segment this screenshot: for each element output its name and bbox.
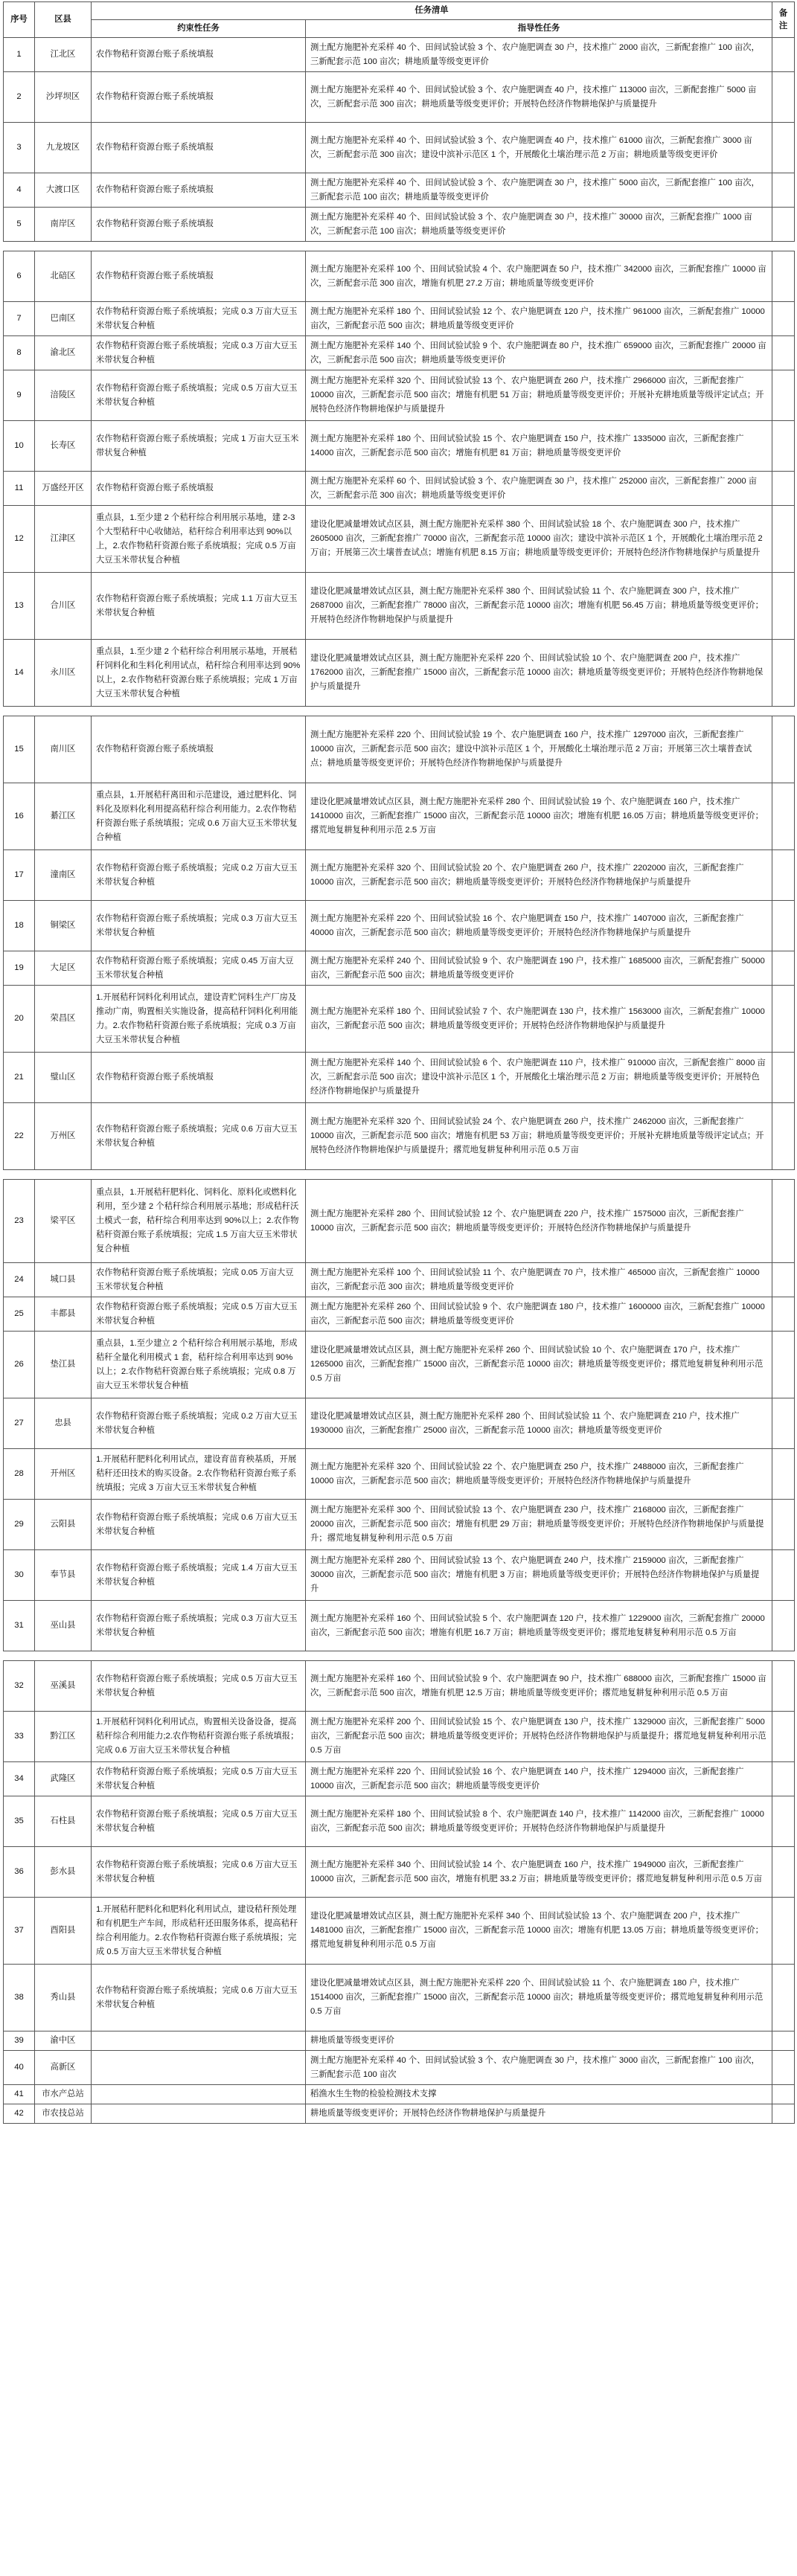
row-district: 云阳县 xyxy=(35,1500,92,1550)
row-seq: 40 xyxy=(4,2051,35,2085)
row-district: 武隆区 xyxy=(35,1762,92,1796)
row-district: 渝中区 xyxy=(35,2031,92,2051)
row-seq: 3 xyxy=(4,123,35,173)
row-seq: 37 xyxy=(4,1898,35,1965)
row-seq: 22 xyxy=(4,1103,35,1170)
row-district: 大渡口区 xyxy=(35,173,92,208)
row-binding-task: 农作物秸秆资源台账子系统填报 xyxy=(92,716,306,783)
row-binding-task: 农作物秸秆资源台账子系统填报；完成 0.3 万亩大豆玉米带状复合种植 xyxy=(92,336,306,370)
row-district: 北碚区 xyxy=(35,251,92,302)
row-note xyxy=(772,2104,795,2124)
row-guiding-task: 测土配方施肥补充采样 140 个、田间试验试验 9 个、农户施肥调查 80 户，技术推广 659000 亩次，三新配套推广 20000 亩次，三新配套示范 500 亩次；耕地质量等级变更评价 xyxy=(306,336,772,370)
row-note xyxy=(772,173,795,208)
row-note xyxy=(772,640,795,707)
table-row xyxy=(4,208,795,242)
row-district: 垫江县 xyxy=(35,1332,92,1398)
row-seq: 36 xyxy=(4,1847,35,1898)
district-header: 区县 xyxy=(35,2,92,38)
row-binding-task: 农作物秸秆资源台账子系统填报；完成 0.6 万亩大豆玉米带状复合种植 xyxy=(92,1500,306,1550)
table-row xyxy=(4,421,795,472)
row-seq: 7 xyxy=(4,302,35,336)
row-district: 万州区 xyxy=(35,1103,92,1170)
row-district: 万盛经开区 xyxy=(35,472,92,506)
row-seq: 16 xyxy=(4,783,35,850)
row-note xyxy=(772,302,795,336)
row-guiding-task: 测土配方施肥补充采样 180 个、田间试验试验 7 个、农户施肥调查 130 户，技术推广 1563000 亩次，三新配套推广 10000 亩次，三新配套示范 500 亩次；耕地质量等级变更评价；开展特色经济作物耕地保护与质量提升 xyxy=(306,986,772,1053)
row-note xyxy=(772,72,795,123)
row-binding-task: 重点县，1.开展秸秆肥料化、饲料化、原料化或燃料化利用，至少建 2 个秸秆综合利用展示基地；形成秸秆沃土模式一套，秸秆综合利用率达到 90%以上；2.农作物秸秆资源台账子系统填报；完成 1.5 万亩大豆玉米带状复合种植 xyxy=(92,1180,306,1263)
row-seq: 20 xyxy=(4,986,35,1053)
row-seq: 8 xyxy=(4,336,35,370)
row-district: 市农技总站 xyxy=(35,2104,92,2124)
row-seq: 19 xyxy=(4,951,35,986)
table-row xyxy=(4,716,795,783)
row-guiding-task: 测土配方施肥补充采样 40 个、田间试验试验 3 个、农户施肥调查 40 户，技术推广 61000 亩次，三新配套推广 3000 亩次，三新配套示范 300 亩次；建设中滨补示范区 1 个，开展酸化土壤治理示范 2 万亩；耕地质量等级变更评价 xyxy=(306,123,772,173)
table-row xyxy=(4,72,795,123)
row-note xyxy=(772,573,795,640)
row-district: 梁平区 xyxy=(35,1180,92,1263)
row-guiding-task: 测土配方施肥补充采样 160 个、田间试验试验 5 个、农户施肥调查 120 户，技术推广 1229000 亩次，三新配套推广 20000 亩次，三新配套示范 500 亩次；增施有机肥 16.7 万亩；耕地质量等级变更评价；撂荒地复耕复种利用示范 0.5 万亩 xyxy=(306,1601,772,1651)
row-note xyxy=(772,901,795,951)
row-binding-task: 农作物秸秆资源台账子系统填报；完成 0.5 万亩大豆玉米带状复合种植 xyxy=(92,1762,306,1796)
gap-cell xyxy=(4,242,795,251)
row-note xyxy=(772,850,795,901)
row-district: 永川区 xyxy=(35,640,92,707)
table-row xyxy=(4,1847,795,1898)
row-guiding-task: 测土配方施肥补充采样 140 个、田间试验试验 6 个、农户施肥调查 110 户，技术推广 910000 亩次，三新配套推广 8000 亩次，三新配套示范 500 亩次；建设中滨补示范区 1 个，开展酸化土壤治理示范 2 万亩；耕地质量等级变更评价；开展特色经济作物耕地保护与质量提升 xyxy=(306,1053,772,1103)
row-seq: 27 xyxy=(4,1398,35,1449)
row-note xyxy=(772,370,795,421)
row-binding-task: 农作物秸秆资源台账子系统填报；完成 0.05 万亩大豆玉米带状复合种植 xyxy=(92,1263,306,1297)
row-note xyxy=(772,1898,795,1965)
row-binding-task: 农作物秸秆资源台账子系统填报；完成 0.6 万亩大豆玉米带状复合种植 xyxy=(92,1965,306,2031)
row-note xyxy=(772,1500,795,1550)
row-note xyxy=(772,951,795,986)
row-guiding-task: 建设化肥减量增效试点区县，测土配方施肥补充采样 340 个、田间试验试验 13 个、农户施肥调查 200 户，技术推广 1481000 亩次，三新配套推广 15000 亩次，三新配套示范 10000 亩次；增施有机肥 13.05 万亩；耕地质量等级变更评价；撂荒地复耕复种利用示范 0.5 万亩 xyxy=(306,1898,772,1965)
row-seq: 4 xyxy=(4,173,35,208)
row-district: 江津区 xyxy=(35,506,92,573)
row-guiding-task: 耕地质量等级变更评价 xyxy=(306,2031,772,2051)
page-break-gap xyxy=(4,1651,795,1661)
subheader-row xyxy=(4,20,795,38)
table-row xyxy=(4,1500,795,1550)
row-binding-task: 农作物秸秆资源台账子系统填报 xyxy=(92,208,306,242)
row-guiding-task: 测土配方施肥补充采样 280 个、田间试验试验 12 个、农户施肥调查 220 户，技术推广 1575000 亩次，三新配套推广 10000 亩次，三新配套示范 500 亩次；耕地质量等级变更评价；开展特色经济作物耕地保护与质量提升 xyxy=(306,1180,772,1263)
table-row xyxy=(4,1180,795,1263)
row-binding-task: 农作物秸秆资源台账子系统填报；完成 0.5 万亩大豆玉米带状复合种植 xyxy=(92,1796,306,1847)
row-note xyxy=(772,1449,795,1500)
row-district: 石柱县 xyxy=(35,1796,92,1847)
table-row xyxy=(4,1712,795,1762)
row-binding-task: 农作物秸秆资源台账子系统填报；完成 0.3 万亩大豆玉米带状复合种植 xyxy=(92,901,306,951)
row-binding-task: 1.开展秸秆饲料化利用试点，购置相关设备设备，提高秸秆综合利用能力;2.农作物秸秆资源台账子系统填报；完成 0.6 万亩大豆玉米带状复合种植 xyxy=(92,1712,306,1762)
row-note xyxy=(772,123,795,173)
row-note xyxy=(772,336,795,370)
row-binding-task: 农作物秸秆资源台账子系统填报；完成 0.2 万亩大豆玉米带状复合种植 xyxy=(92,850,306,901)
row-seq: 30 xyxy=(4,1550,35,1601)
row-binding-task: 农作物秸秆资源台账子系统填报；完成 0.6 万亩大豆玉米带状复合种植 xyxy=(92,1103,306,1170)
row-binding-task: 农作物秸秆资源台账子系统填报 xyxy=(92,1053,306,1103)
row-note xyxy=(772,2085,795,2104)
row-note xyxy=(772,1550,795,1601)
row-guiding-task: 建设化肥减量增效试点区县，测土配方施肥补充采样 260 个、田间试验试验 10 个、农户施肥调查 170 户，技术推广 1265000 亩次，三新配套推广 15000 亩次，三新配套示范 10000 亩次；耕地质量等级变更评价；撂荒地复耕复种利用示范 0.5 万亩 xyxy=(306,1332,772,1398)
row-guiding-task: 建设化肥减量增效试点区县，测土配方施肥补充采样 280 个、田间试验试验 19 个、农户施肥调查 160 户，技术推广 1410000 亩次，三新配套推广 15000 亩次，三新配套示范 10000 亩次；增施有机肥 16.05 万亩；耕地质量等级变更评价；撂荒地复耕复种利用示范 2.5 万亩 xyxy=(306,783,772,850)
row-seq: 38 xyxy=(4,1965,35,2031)
row-seq: 11 xyxy=(4,472,35,506)
row-note xyxy=(772,1796,795,1847)
row-guiding-task: 测土配方施肥补充采样 40 个、田间试验试验 3 个、农户施肥调查 40 户，技术推广 113000 亩次，三新配套推广 5000 亩次，三新配套示范 300 亩次；耕地质量等级变更评价；开展特色经济作物耕地保护与质量提升 xyxy=(306,72,772,123)
row-guiding-task: 测土配方施肥补充采样 320 个、田间试验试验 13 个、农户施肥调查 260 户，技术推广 2966000 亩次，三新配套推广 10000 亩次，三新配套示范 500 亩次；增施有机肥 51 万亩；耕地质量等级变更评价；开展补充耕地质量等级评定试点；开展特色经济作物耕地保护与质量提升 xyxy=(306,370,772,421)
row-district: 巫山县 xyxy=(35,1601,92,1651)
table-row xyxy=(4,1103,795,1170)
page-break-gap xyxy=(4,707,795,716)
row-binding-task: 重点县，1.至少建立 2 个秸秆综合利用展示基地，形成秸秆全量化利用模式 1 套，秸秆综合利用率达到 90%以上；2.农作物秸秆资源台账子系统填报；完成 0.8 万亩大豆玉米带状复合种植 xyxy=(92,1332,306,1398)
row-guiding-task: 测土配方施肥补充采样 40 个、田间试验试验 3 个、农户施肥调查 30 户，技术推广 2000 亩次，三新配套推广 100 亩次，三新配套示范 100 亩次；耕地质量等级变更评价 xyxy=(306,38,772,72)
table-row xyxy=(4,1796,795,1847)
table-row xyxy=(4,1332,795,1398)
row-seq: 28 xyxy=(4,1449,35,1500)
binding-task-header: 约束性任务 xyxy=(92,20,306,38)
row-guiding-task: 测土配方施肥补充采样 220 个、田间试验试验 19 个、农户施肥调查 160 户，技术推广 1297000 亩次，三新配套推广 10000 亩次，三新配套示范 500 亩次；建设中滨补示范区 1 个，开展酸化土壤治理示范 2 万亩；开展第三次土壤普查试点；耕地质量等级变更评价；开展特色经济作物耕地保护与质量提升 xyxy=(306,716,772,783)
row-seq: 9 xyxy=(4,370,35,421)
row-district: 九龙坡区 xyxy=(35,123,92,173)
row-seq: 18 xyxy=(4,901,35,951)
note-header: 备注 xyxy=(772,2,795,38)
row-seq: 26 xyxy=(4,1332,35,1398)
row-note xyxy=(772,1263,795,1297)
row-guiding-task: 测土配方施肥补充采样 180 个、田间试验试验 15 个、农户施肥调查 150 户，技术推广 1335000 亩次，三新配套推广 14000 亩次，三新配套示范 500 亩次；增施有机肥 81 万亩；耕地质量等级变更评价 xyxy=(306,421,772,472)
row-guiding-task: 建设化肥减量增效试点区县，测土配方施肥补充采样 220 个、田间试验试验 11 个、农户施肥调查 180 户，技术推广 1514000 亩次，三新配套推广 15000 亩次，三新配套示范 10000 亩次；耕地质量等级变更评价；撂荒地复耕复种利用示范 0.5 万亩 xyxy=(306,1965,772,2031)
row-binding-task: 农作物秸秆资源台账子系统填报；完成 0.3 万亩大豆玉米带状复合种植 xyxy=(92,1601,306,1651)
row-note xyxy=(772,1053,795,1103)
row-district: 忠县 xyxy=(35,1398,92,1449)
row-guiding-task: 测土配方施肥补充采样 40 个、田间试验试验 3 个、农户施肥调查 30 户，技术推广 3000 亩次，三新配套推广 100 亩次，三新配套示范 100 亩次 xyxy=(306,2051,772,2085)
row-guiding-task: 测土配方施肥补充采样 60 个、田间试验试验 3 个、农户施肥调查 30 户，技术推广 252000 亩次，三新配套推广 2000 亩次，三新配套示范 300 亩次；耕地质量等级变更评价 xyxy=(306,472,772,506)
page-break-gap xyxy=(4,242,795,251)
row-seq: 41 xyxy=(4,2085,35,2104)
row-district: 酉阳县 xyxy=(35,1898,92,1965)
row-guiding-task: 测土配方施肥补充采样 260 个、田间试验试验 9 个、农户施肥调查 180 户，技术推广 1600000 亩次，三新配套推广 10000 亩次，三新配套示范 500 亩次；耕地质量等级变更评价 xyxy=(306,1297,772,1332)
row-guiding-task: 建设化肥减量增效试点区县，测土配方施肥补充采样 380 个、田间试验试验 11 个、农户施肥调查 300 户，技术推广 2687000 亩次，三新配套推广 78000 亩次，三新配套示范 10000 亩次；增施有机肥 56.45 万亩；耕地质量等级变更评价；开展特色经济作物耕地保护与质量提升 xyxy=(306,573,772,640)
row-guiding-task: 测土配方施肥补充采样 200 个、田间试验试验 15 个、农户施肥调查 130 户，技术推广 1329000 亩次，三新配套推广 5000 亩次，三新配套示范 500 亩次；耕地质量等级变更评价；开展特色经济作物耕地保护与质量提升；撂荒地复耕复种利用示范 0.5 万亩 xyxy=(306,1712,772,1762)
row-note xyxy=(772,1297,795,1332)
row-note xyxy=(772,716,795,783)
row-district: 南岸区 xyxy=(35,208,92,242)
gap-cell xyxy=(4,1170,795,1180)
row-note xyxy=(772,1601,795,1651)
row-seq: 14 xyxy=(4,640,35,707)
row-note xyxy=(772,1847,795,1898)
row-binding-task: 农作物秸秆资源台账子系统填报 xyxy=(92,251,306,302)
table-row xyxy=(4,2085,795,2104)
row-guiding-task: 建设化肥减量增效试点区县，测土配方施肥补充采样 220 个、田间试验试验 10 个、农户施肥调查 200 户，技术推广 1762000 亩次，三新配套推广 15000 亩次，三新配套示范 10000 亩次；耕地质量等级变更评价；开展特色经济作物耕地保护与质量提升 xyxy=(306,640,772,707)
task-list-table xyxy=(3,1,795,2124)
table-body xyxy=(4,38,795,2124)
row-district: 合川区 xyxy=(35,573,92,640)
row-seq: 39 xyxy=(4,2031,35,2051)
row-note xyxy=(772,1103,795,1170)
row-binding-task: 农作物秸秆资源台账子系统填报；完成 0.45 万亩大豆玉米带状复合种植 xyxy=(92,951,306,986)
row-district: 江北区 xyxy=(35,38,92,72)
row-note xyxy=(772,1398,795,1449)
row-district: 丰都县 xyxy=(35,1297,92,1332)
gap-cell xyxy=(4,707,795,716)
table-row xyxy=(4,1297,795,1332)
row-district: 潼南区 xyxy=(35,850,92,901)
table-row xyxy=(4,370,795,421)
row-note xyxy=(772,421,795,472)
row-district: 渝北区 xyxy=(35,336,92,370)
row-seq: 24 xyxy=(4,1263,35,1297)
row-binding-task: 农作物秸秆资源台账子系统填报；完成 0.3 万亩大豆玉米带状复合种植 xyxy=(92,302,306,336)
table-row xyxy=(4,783,795,850)
row-binding-task: 农作物秸秆资源台账子系统填报；完成 1.4 万亩大豆玉米带状复合种植 xyxy=(92,1550,306,1601)
row-guiding-task: 测土配方施肥补充采样 100 个、田间试验试验 11 个、农户施肥调查 70 户，技术推广 465000 亩次，三新配套推广 10000 亩次，三新配套示范 300 亩次；耕地质量等级变更评价 xyxy=(306,1263,772,1297)
table-row xyxy=(4,1449,795,1500)
row-district: 沙坪坝区 xyxy=(35,72,92,123)
table-row xyxy=(4,1965,795,2031)
row-binding-task xyxy=(92,2031,306,2051)
table-row xyxy=(4,1398,795,1449)
table-row xyxy=(4,1898,795,1965)
row-seq: 13 xyxy=(4,573,35,640)
row-binding-task: 1.开展秸秆肥料化利用试点，建设育苗育秧基质，开展秸秆还田技术的购买设备。2.农作物秸秆资源台账子系统填报；完成 3 万亩大豆玉米带状复合种植 xyxy=(92,1449,306,1500)
row-district: 巫溪县 xyxy=(35,1661,92,1712)
row-guiding-task: 测土配方施肥补充采样 240 个、田间试验试验 9 个、农户施肥调查 190 户，技术推广 1685000 亩次，三新配套推广 50000 亩次，三新配套示范 500 亩次；耕地质量等级变更评价 xyxy=(306,951,772,986)
row-binding-task xyxy=(92,2104,306,2124)
row-note xyxy=(772,208,795,242)
row-note xyxy=(772,783,795,850)
row-guiding-task: 测土配方施肥补充采样 340 个、田间试验试验 14 个、农户施肥调查 160 户，技术推广 1949000 亩次，三新配套推广 10000 亩次，三新配套示范 500 亩次，增施有机肥 33.2 万亩；耕地质量等级变更评价；撂荒地复耕复种利用示范 0.5 万亩 xyxy=(306,1847,772,1898)
row-binding-task: 农作物秸秆资源台账子系统填报；完成 1 万亩大豆玉米带状复合种植 xyxy=(92,421,306,472)
row-district: 彭水县 xyxy=(35,1847,92,1898)
row-binding-task: 重点县，1.至少建 2 个秸秆综合利用展示基地，建 2-3 个大型秸秆中心收储站，秸秆综合利用率达到 90%以上，2.农作物秸秆资源台账子系统填报；完成 0.5 万亩大豆玉米带状复合种植 xyxy=(92,506,306,573)
table-row xyxy=(4,1601,795,1651)
row-district: 璧山区 xyxy=(35,1053,92,1103)
table-row xyxy=(4,1263,795,1297)
row-district: 荣昌区 xyxy=(35,986,92,1053)
row-seq: 32 xyxy=(4,1661,35,1712)
row-guiding-task: 建设化肥减量增效试点区县，测土配方施肥补充采样 280 个、田间试验试验 11 个、农户施肥调查 210 户，技术推广 1930000 亩次，三新配套推广 25000 亩次，三新配套示范 10000 亩次；耕地质量等级变更评价 xyxy=(306,1398,772,1449)
row-seq: 2 xyxy=(4,72,35,123)
row-seq: 15 xyxy=(4,716,35,783)
page-break-gap xyxy=(4,1170,795,1180)
row-binding-task: 农作物秸秆资源台账子系统填报；完成 0.6 万亩大豆玉米带状复合种植 xyxy=(92,1847,306,1898)
row-guiding-task: 耕地质量等级变更评价；开展特色经济作物耕地保护与质量提升 xyxy=(306,2104,772,2124)
row-binding-task: 农作物秸秆资源台账子系统填报 xyxy=(92,123,306,173)
row-seq: 25 xyxy=(4,1297,35,1332)
row-guiding-task: 测土配方施肥补充采样 160 个、田间试验试验 9 个、农户施肥调查 90 户，技术推广 688000 亩次，三新配套推广 15000 亩次，三新配套示范 500 亩次，增施有机肥 12.5 万亩；耕地质量等级变更评价；撂荒地复耕复种利用示范 0.5 万亩 xyxy=(306,1661,772,1712)
row-seq: 1 xyxy=(4,38,35,72)
row-district: 大足区 xyxy=(35,951,92,986)
row-binding-task: 农作物秸秆资源台账子系统填报；完成 0.2 万亩大豆玉米带状复合种植 xyxy=(92,1398,306,1449)
row-binding-task: 农作物秸秆资源台账子系统填报 xyxy=(92,472,306,506)
row-binding-task: 农作物秸秆资源台账子系统填报 xyxy=(92,72,306,123)
row-district: 秀山县 xyxy=(35,1965,92,2031)
seq-header: 序号 xyxy=(4,2,35,38)
row-note xyxy=(772,472,795,506)
row-binding-task: 农作物秸秆资源台账子系统填报；完成 0.5 万亩大豆玉米带状复合种植 xyxy=(92,1297,306,1332)
row-guiding-task: 测土配方施肥补充采样 320 个、田间试验试验 24 个、农户施肥调查 260 户，技术推广 2462000 亩次，三新配套推广 10000 亩次，三新配套示范 500 亩次；增施有机肥 53 万亩；耕地质量等级变更评价；开展补充耕地质量等级评定试点；开展特色经济作物耕地保护与质量提升；撂荒地复耕复种利用示范 0.5 万亩 xyxy=(306,1103,772,1170)
row-district: 长寿区 xyxy=(35,421,92,472)
row-guiding-task: 建设化肥减量增效试点区县，测土配方施肥补充采样 380 个、田间试验试验 18 个、农户施肥调查 300 户，技术推广 2605000 亩次，三新配套推广 70000 亩次，三新配套示范 10000 亩次；建设中滨补示范区 1 个，开展酸化土壤治理示范 2 万亩；开展第三次土壤普查试点；增施有机肥 8.15 万亩；耕地质量等级变更评价；开展特色经济作物耕地保护与质量提升 xyxy=(306,506,772,573)
row-note xyxy=(772,1712,795,1762)
table-row xyxy=(4,1053,795,1103)
gap-cell xyxy=(4,1651,795,1661)
row-note xyxy=(772,1332,795,1398)
row-seq: 34 xyxy=(4,1762,35,1796)
row-guiding-task: 测土配方施肥补充采样 40 个、田间试验试验 3 个、农户施肥调查 30 户，技术推广 30000 亩次，三新配套推广 1000 亩次，三新配套示范 100 亩次；耕地质量等级变更评价 xyxy=(306,208,772,242)
row-guiding-task: 测土配方施肥补充采样 220 个、田间试验试验 16 个、农户施肥调查 140 户，技术推广 1294000 亩次，三新配套推广 10000 亩次，三新配套示范 500 亩次；耕地质量等级变更评价 xyxy=(306,1762,772,1796)
row-district: 高新区 xyxy=(35,2051,92,2085)
row-guiding-task: 稻渔水生生物的检验检测技术支撑 xyxy=(306,2085,772,2104)
row-note xyxy=(772,1965,795,2031)
row-binding-task xyxy=(92,2051,306,2085)
table-row xyxy=(4,123,795,173)
row-note xyxy=(772,1180,795,1263)
table-row xyxy=(4,38,795,72)
row-district: 铜梁区 xyxy=(35,901,92,951)
task-list-header: 任务清单 xyxy=(92,2,772,20)
row-binding-task: 1.开展秸秆肥料化和肥料化利用试点，建设秸秆预处理和有机肥生产车间，形成秸秆还田服务体系，提高秸秆综合利用能力。2.农作物秸秆资源台账子系统填报；完成 0.5 万亩大豆玉米带状复合种植 xyxy=(92,1898,306,1965)
row-note xyxy=(772,2051,795,2085)
row-guiding-task: 测土配方施肥补充采样 280 个、田间试验试验 13 个、农户施肥调查 240 户，技术推广 2159000 亩次，三新配套推广 30000 亩次，三新配套示范 500 亩次；增施有机肥 3 万亩；耕地质量等级变更评价；开展特色经济作物耕地保护与质量提升 xyxy=(306,1550,772,1601)
row-binding-task: 农作物秸秆资源台账子系统填报 xyxy=(92,173,306,208)
row-note xyxy=(772,38,795,72)
row-district: 奉节县 xyxy=(35,1550,92,1601)
row-binding-task: 农作物秸秆资源台账子系统填报；完成 0.5 万亩大豆玉米带状复合种植 xyxy=(92,370,306,421)
row-district: 綦江区 xyxy=(35,783,92,850)
row-binding-task: 农作物秸秆资源台账子系统填报；完成 0.5 万亩大豆玉米带状复合种植 xyxy=(92,1661,306,1712)
row-district: 开州区 xyxy=(35,1449,92,1500)
row-guiding-task: 测土配方施肥补充采样 40 个、田间试验试验 3 个、农户施肥调查 30 户，技术推广 5000 亩次，三新配套推广 100 亩次，三新配套示范 100 亩次；耕地质量等级变更评价 xyxy=(306,173,772,208)
table-row xyxy=(4,640,795,707)
row-seq: 17 xyxy=(4,850,35,901)
table-row xyxy=(4,573,795,640)
table-row xyxy=(4,302,795,336)
row-guiding-task: 测土配方施肥补充采样 300 个、田间试验试验 13 个、农户施肥调查 230 户，技术推广 2168000 亩次，三新配套推广 20000 亩次，三新配套示范 500 亩次；增施有机肥 29 万亩；耕地质量等级变更评价；开展特色经济作物耕地保护与质量提升；撂荒地复耕复种利用示范 0.5 万亩 xyxy=(306,1500,772,1550)
row-binding-task xyxy=(92,2085,306,2104)
row-binding-task: 重点县，1.至少建 2 个秸秆综合利用展示基地，开展秸秆饲料化和生料化利用试点，秸秆综合利用率达到 90%以上，2.农作物秸秆资源台账子系统填报；完成 1 万亩大豆玉米带状复合种植 xyxy=(92,640,306,707)
row-note xyxy=(772,1661,795,1712)
row-district: 黔江区 xyxy=(35,1712,92,1762)
row-binding-task: 重点县，1.开展秸秆离田和示范建设，通过肥料化、饲料化及原料化利用提高秸秆综合利用能力。2.农作物秸秆资源台账子系统填报；完成 0.6 万亩大豆玉米带状复合种植 xyxy=(92,783,306,850)
header-row xyxy=(4,2,795,20)
row-seq: 5 xyxy=(4,208,35,242)
table-row xyxy=(4,472,795,506)
row-guiding-task: 测土配方施肥补充采样 220 个、田间试验试验 16 个、农户施肥调查 150 户，技术推广 1407000 亩次，三新配套推广 40000 亩次，三新配套示范 500 亩次；耕地质量等级变更评价；开展特色经济作物耕地保护与质量提升 xyxy=(306,901,772,951)
table-row xyxy=(4,1661,795,1712)
table-row xyxy=(4,2051,795,2085)
row-seq: 23 xyxy=(4,1180,35,1263)
table-row xyxy=(4,901,795,951)
table-row xyxy=(4,251,795,302)
row-binding-task: 1.开展秸秆饲料化利用试点，建设青贮饲料生产厂房及推动广南，购置相关实施设备，提高秸秆饲料化利用能力。2.农作物秸秆资源台账子系统填报；完成 0.3 万亩大豆玉米带状复合种植 xyxy=(92,986,306,1053)
row-guiding-task: 测土配方施肥补充采样 320 个、田间试验试验 22 个、农户施肥调查 250 户，技术推广 2488000 亩次，三新配套推广 10000 亩次，三新配套示范 500 亩次；耕地质量等级变更评价；开展特色经济作物耕地保护与质量提升 xyxy=(306,1449,772,1500)
row-district: 市水产总站 xyxy=(35,2085,92,2104)
table-row xyxy=(4,336,795,370)
row-district: 南川区 xyxy=(35,716,92,783)
table-row xyxy=(4,1550,795,1601)
row-note xyxy=(772,506,795,573)
row-note xyxy=(772,2031,795,2051)
row-binding-task: 农作物秸秆资源台账子系统填报 xyxy=(92,38,306,72)
table-row xyxy=(4,2031,795,2051)
table-row xyxy=(4,951,795,986)
row-note xyxy=(772,986,795,1053)
row-seq: 42 xyxy=(4,2104,35,2124)
row-guiding-task: 测土配方施肥补充采样 100 个、田间试验试验 4 个、农户施肥调查 50 户，技术推广 342000 亩次，三新配套推广 10000 亩次，三新配套示范 300 亩次，增施有机肥 27.2 万亩；耕地质量等级变更评价 xyxy=(306,251,772,302)
table-row xyxy=(4,173,795,208)
table-row xyxy=(4,986,795,1053)
row-guiding-task: 测土配方施肥补充采样 180 个、田间试验试验 12 个、农户施肥调查 120 户，技术推广 961000 亩次，三新配套推广 10000 亩次，三新配套示范 500 亩次；耕地质量等级变更评价 xyxy=(306,302,772,336)
row-note xyxy=(772,251,795,302)
row-binding-task: 农作物秸秆资源台账子系统填报；完成 1.1 万亩大豆玉米带状复合种植 xyxy=(92,573,306,640)
row-seq: 6 xyxy=(4,251,35,302)
table-row xyxy=(4,2104,795,2124)
row-seq: 35 xyxy=(4,1796,35,1847)
table-row xyxy=(4,1762,795,1796)
row-seq: 12 xyxy=(4,506,35,573)
table-row xyxy=(4,850,795,901)
table-row xyxy=(4,506,795,573)
row-seq: 31 xyxy=(4,1601,35,1651)
row-district: 涪陵区 xyxy=(35,370,92,421)
row-seq: 33 xyxy=(4,1712,35,1762)
row-seq: 10 xyxy=(4,421,35,472)
guiding-task-header: 指导性任务 xyxy=(306,20,772,38)
row-seq: 29 xyxy=(4,1500,35,1550)
row-note xyxy=(772,1762,795,1796)
row-guiding-task: 测土配方施肥补充采样 320 个、田间试验试验 20 个、农户施肥调查 260 户，技术推广 2202000 亩次，三新配套推广 10000 亩次，三新配套示范 500 亩次；耕地质量等级变更评价；开展特色经济作物耕地保护与质量提升 xyxy=(306,850,772,901)
row-district: 巴南区 xyxy=(35,302,92,336)
row-seq: 21 xyxy=(4,1053,35,1103)
row-guiding-task: 测土配方施肥补充采样 180 个、田间试验试验 8 个、农户施肥调查 140 户，技术推广 1142000 亩次，三新配套推广 10000 亩次，三新配套示范 500 亩次；耕地质量等级变更评价；开展特色经济作物耕地保护与质量提升 xyxy=(306,1796,772,1847)
row-district: 城口县 xyxy=(35,1263,92,1297)
